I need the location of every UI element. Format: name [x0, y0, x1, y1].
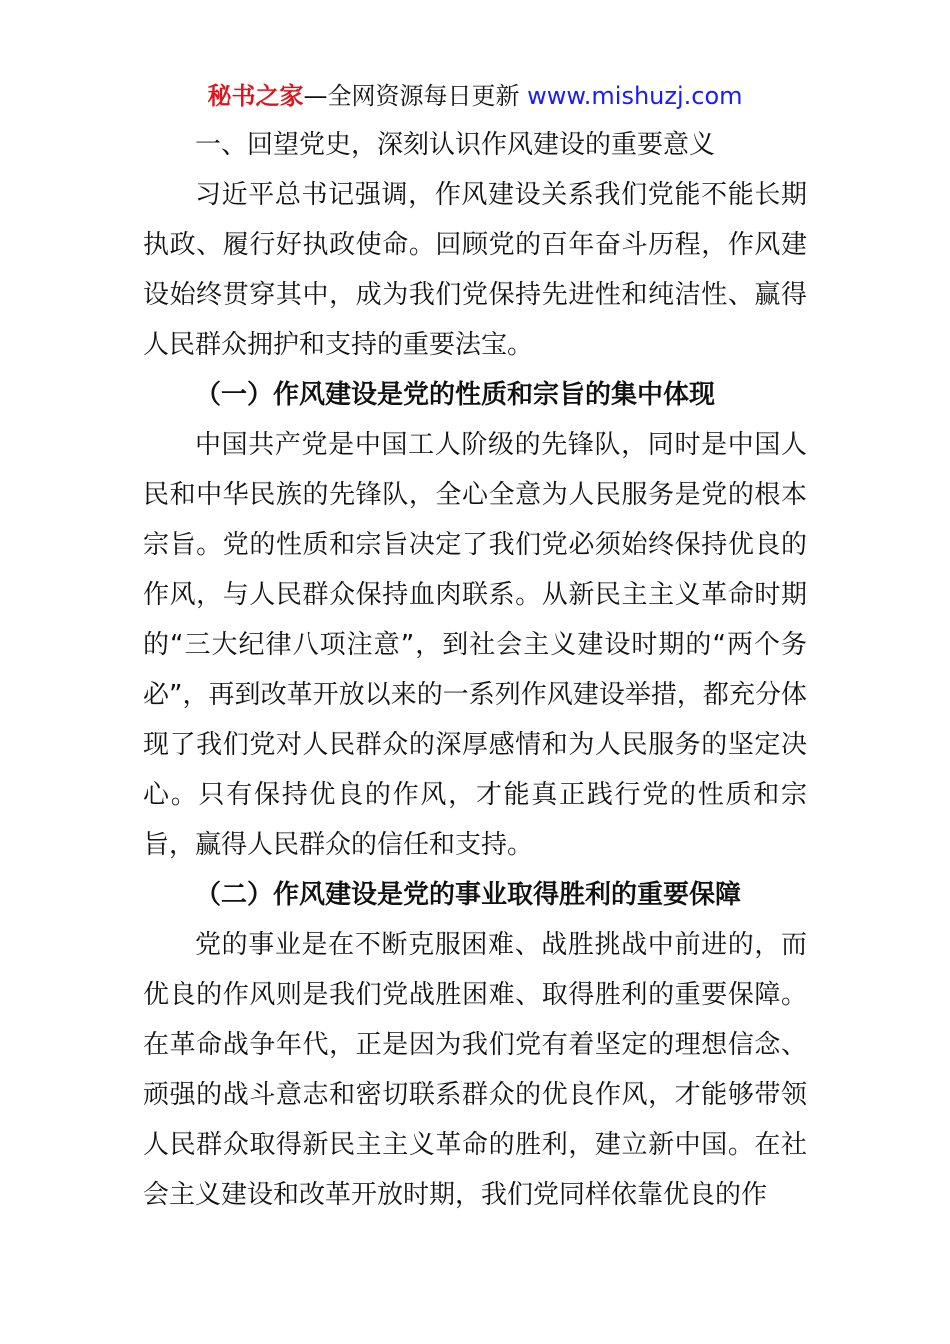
subsection-heading: （一）作风建设是党的性质和宗旨的集中体现: [195, 380, 716, 410]
paragraph: 党的事业是在不断克服困难、战胜挑战中前进的，而优良的作风则是我们党战胜困难、取得胜利的重要保障。在革命战争年代，正是因为我们党有着坚定的理想信念、顽强的战斗意志和密切联系群众的优良作风，才能够带领人民群众取得新民主主义革命的胜利，建立新中国。在社会主义建设和改革开放时期，我们党同样依靠优良的作: [143, 930, 807, 1210]
brand-name: 秘书之家: [207, 82, 304, 110]
document-body: [143, 120, 807, 1220]
site-header: [0, 78, 950, 114]
site-url-link[interactable]: www.mishuzj.com: [527, 82, 743, 110]
paragraph: 中国共产党是中国工人阶级的先锋队，同时是中国人民和中华民族的先锋队，全心全意为人民服务是党的根本宗旨。党的性质和宗旨决定了我们党必须始终保持优良的作风，与人民群众保持血肉联系。从新民主主义革命时期的“三大纪律八项注意”，到社会主义建设时期的“两个务必”，再到改革开放以来的一系列作风建设举措，都充分体现了我们党对人民群众的深厚感情和为人民服务的坚定决心。只有保持优良的作风，才能真正践行党的性质和宗旨，赢得人民群众的信任和支持。: [143, 430, 807, 860]
paragraph: 习近平总书记强调，作风建设关系我们党能不能长期执政、履行好执政使命。回顾党的百年奋斗历程，作风建设始终贯穿其中，成为我们党保持先进性和纯洁性、赢得人民群众拥护和支持的重要法宝。: [143, 180, 807, 360]
section-heading: 一、回望党史，深刻认识作风建设的重要意义: [195, 130, 716, 160]
header-slogan: —全网资源每日更新: [303, 82, 528, 110]
subsection-heading: （二）作风建设是党的事业取得胜利的重要保障: [195, 880, 742, 910]
